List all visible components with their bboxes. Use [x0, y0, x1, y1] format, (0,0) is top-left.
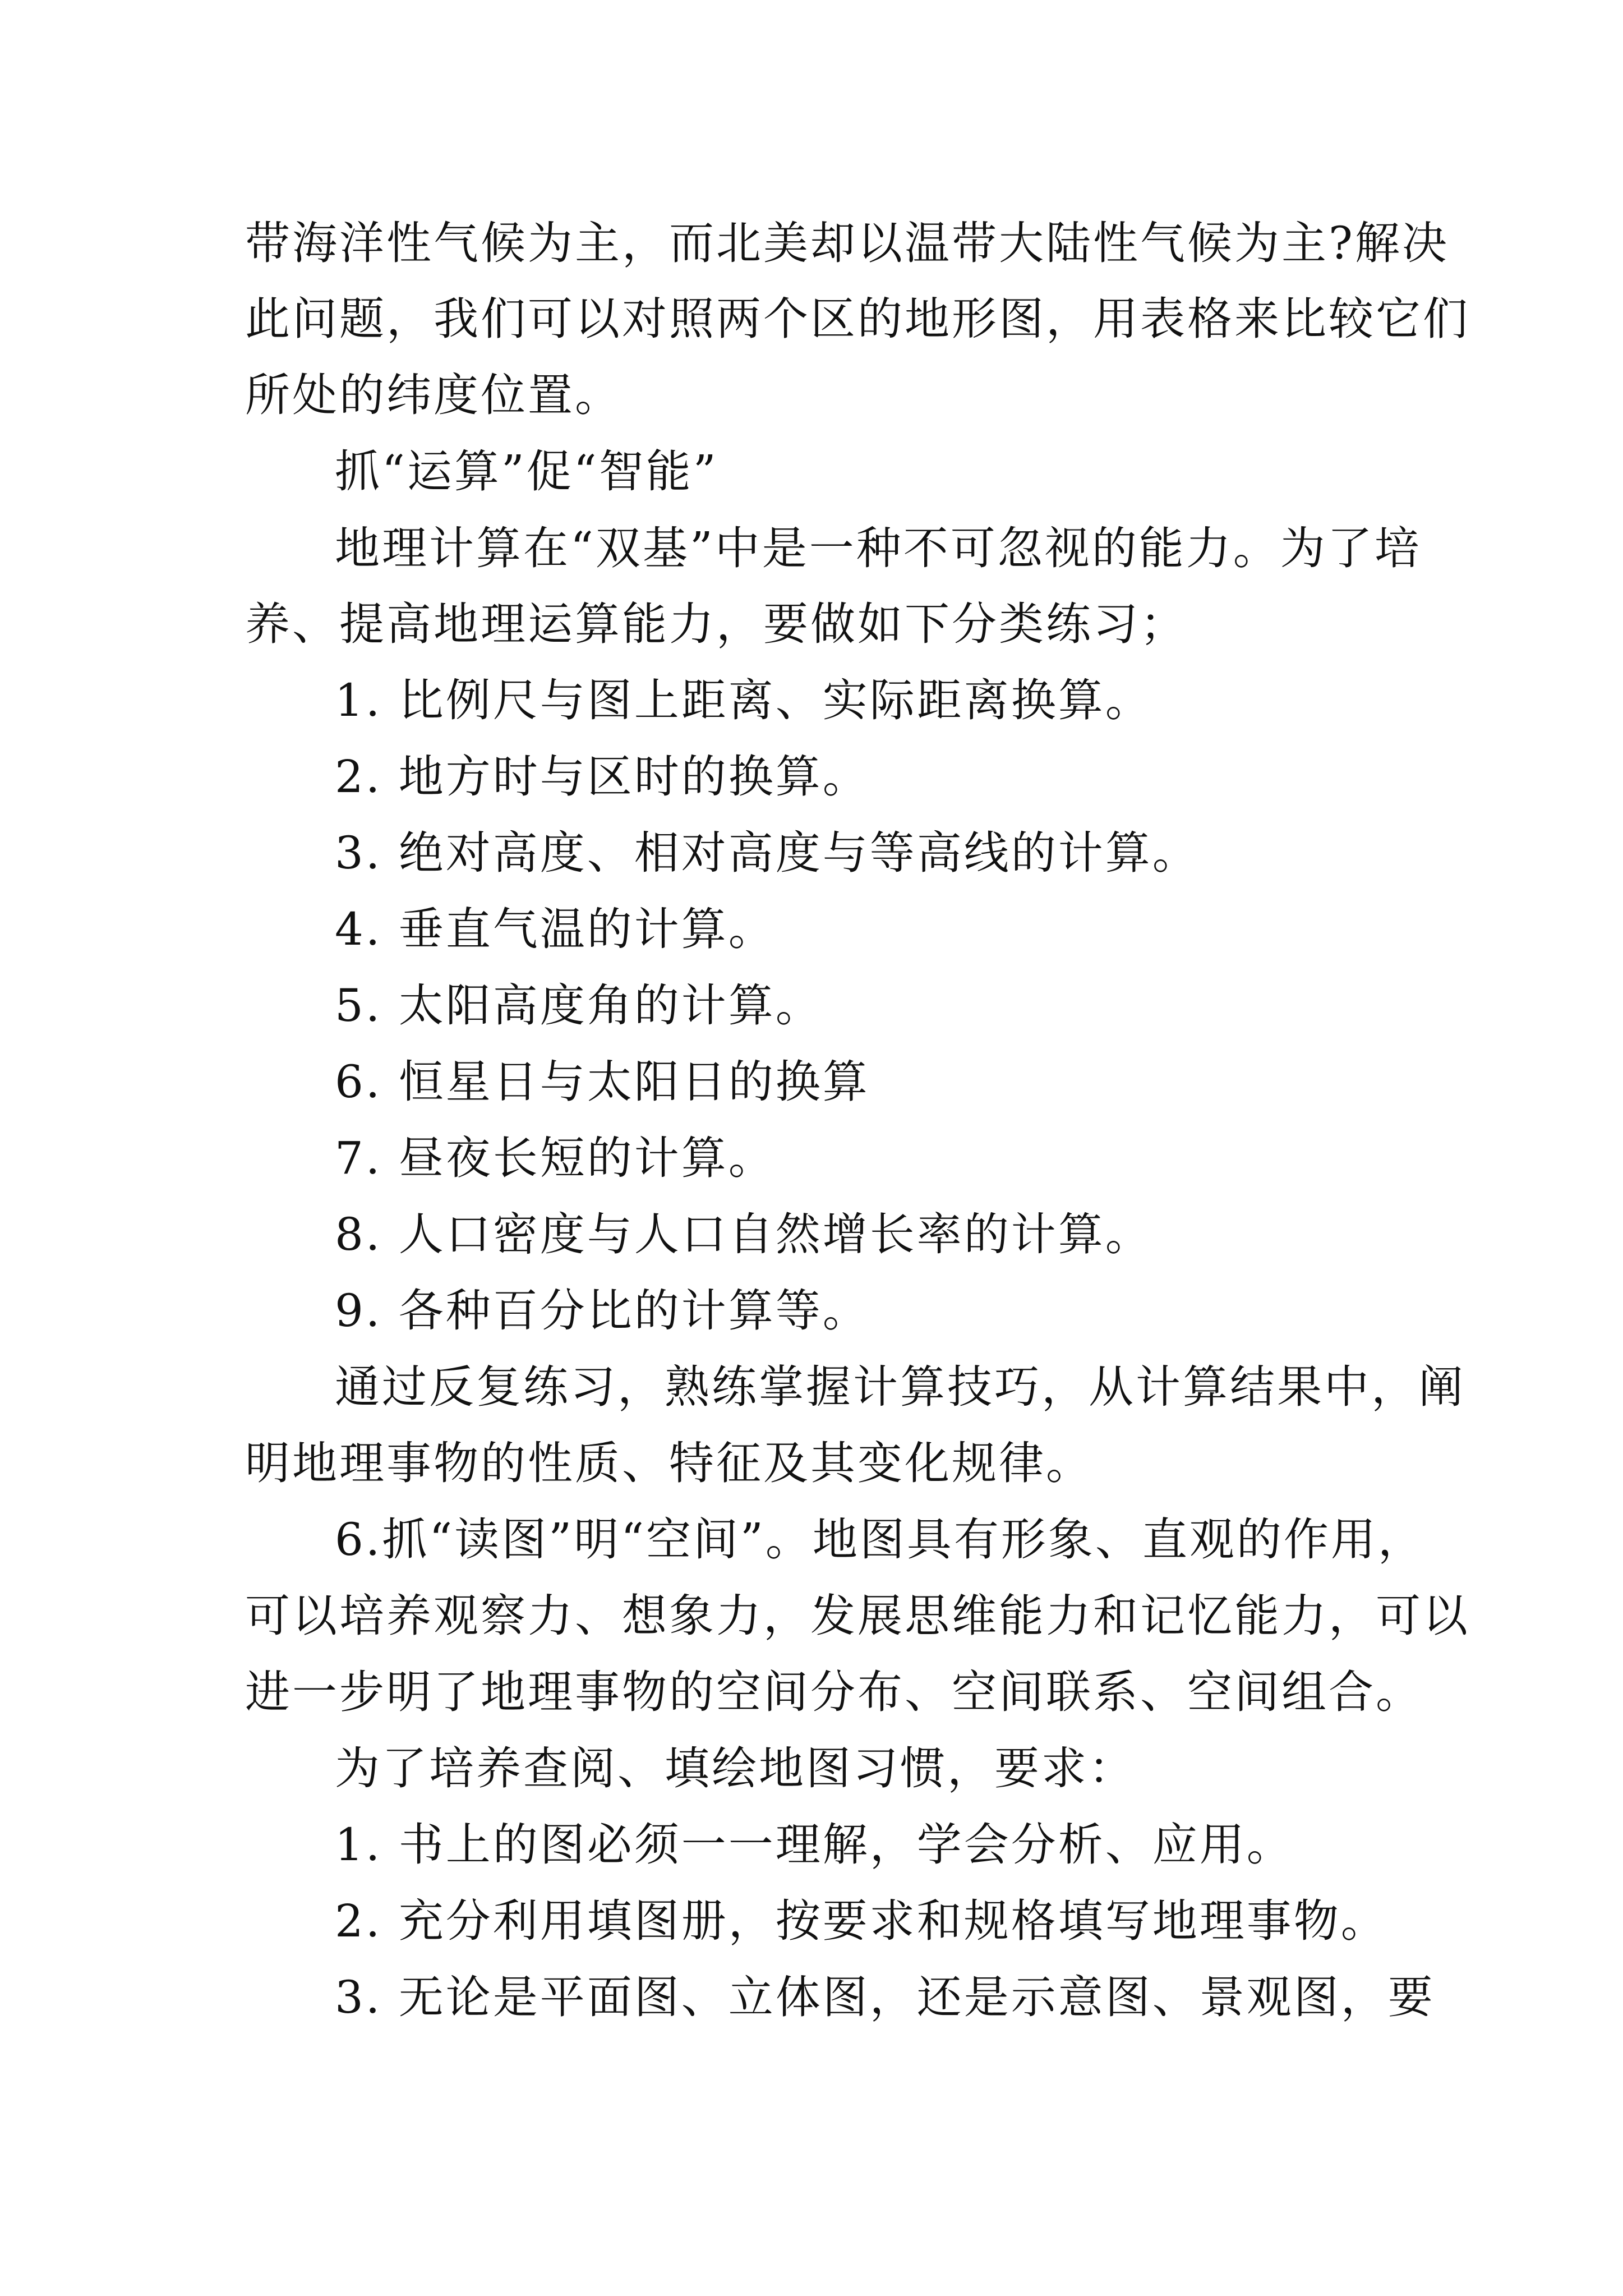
text-line: 养、提高地理运算能力，要做如下分类练习；: [245, 598, 1187, 650]
list-item: 3. 无论是平面图、立体图，还是示意图、景观图，要: [335, 1971, 1435, 2023]
list-item: 8. 人口密度与人口自然增长率的计算。: [335, 1208, 1152, 1260]
list-item: 1. 书上的图必须一一理解，学会分析、应用。: [335, 1819, 1294, 1871]
text-line: 带海洋性气候为主，而北美却以温带大陆性气候为主?解决: [245, 217, 1449, 269]
text-line: 为了培养查阅、填绘地图习惯，要求：: [335, 1742, 1136, 1795]
text-line: 进一步明了地理事物的空间分布、空间联系、空间组合。: [245, 1666, 1423, 1718]
list-item: 1. 比例尺与图上距离、实际距离换算。: [335, 674, 1152, 726]
list-item: 7. 昼夜长短的计算。: [335, 1132, 776, 1184]
text-line: 6.抓“读图”明“空间”。地图具有形象、直观的作用，: [335, 1513, 1425, 1566]
text-line: 抓“运算”促“智能”: [335, 445, 718, 498]
text-line: 通过反复练习，熟练掌握计算技巧，从计算结果中，阐: [335, 1361, 1465, 1413]
list-item: 9. 各种百分比的计算等。: [335, 1285, 870, 1337]
list-item: 3. 绝对高度、相对高度与等高线的计算。: [335, 827, 1200, 879]
list-item: 2. 地方时与区时的换算。: [335, 751, 870, 803]
text-line: 所处的纬度位置。: [245, 369, 622, 421]
list-item: 5. 太阳高度角的计算。: [335, 979, 823, 1032]
list-item: 6. 恒星日与太阳日的换算: [335, 1056, 870, 1108]
text-line: 地理计算在“双基”中是一种不可忽视的能力。为了培: [335, 522, 1422, 574]
text-line: 明地理事物的性质、特征及其变化规律。: [245, 1437, 1093, 1489]
text-line: 可以培养观察力、想象力，发展思维能力和记忆能力，可以: [245, 1590, 1470, 1642]
list-item: 2. 充分利用填图册，按要求和规格填写地理事物。: [335, 1895, 1388, 1947]
list-item: 4. 垂直气温的计算。: [335, 903, 776, 955]
text-line: 此问题，我们可以对照两个区的地形图，用表格来比较它们: [245, 293, 1470, 345]
